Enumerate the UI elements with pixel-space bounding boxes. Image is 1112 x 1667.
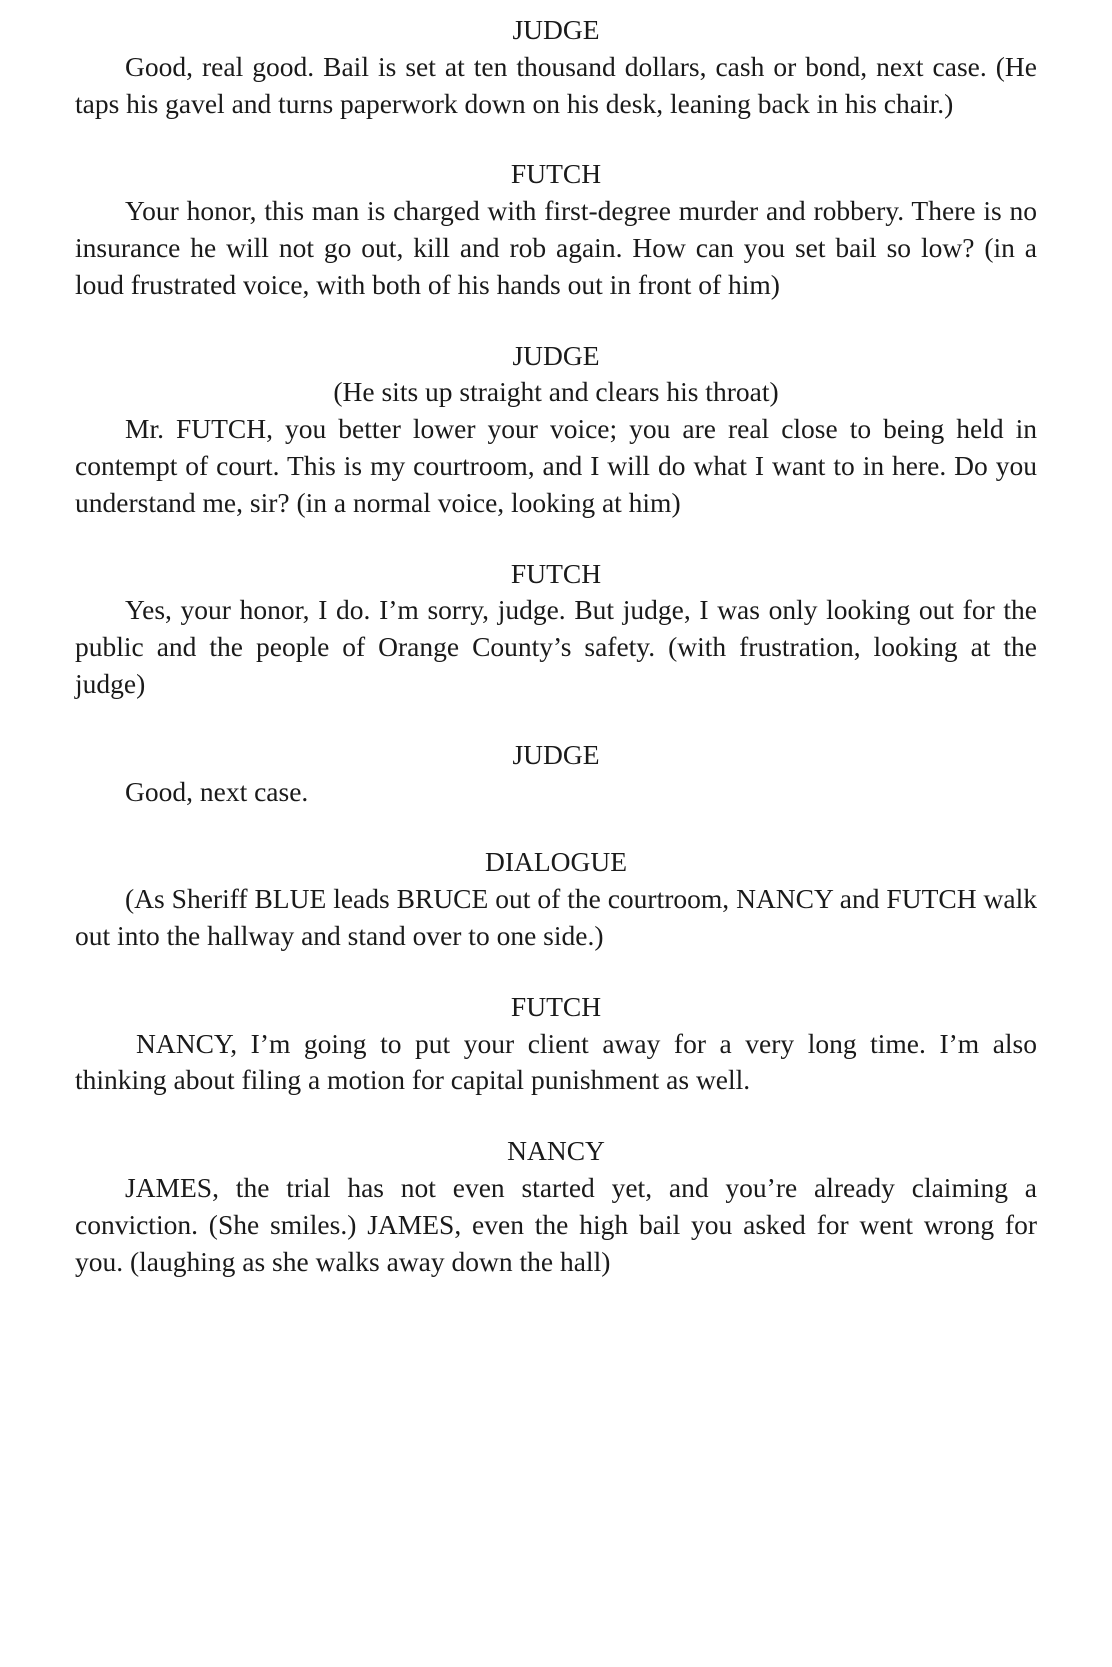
dialogue-block: [75, 989, 1037, 1099]
dialogue-block: [75, 338, 1037, 522]
dialogue-text: Good, real good. Bail is set at ten thousand dollars, cash or bond, next case. (He taps his gavel and turns paperwork down on his desk, leaning back in his chair.): [75, 50, 1037, 119]
dialogue-text: NANCY, I’m going to put your client away for a very long time. I’m also thinking about filing a motion for capital punishment as well.: [75, 1027, 1037, 1096]
speaker-name: DIALOGUE: [484, 846, 628, 878]
dialogue-block: [75, 156, 1037, 303]
dialogue-text: Mr. FUTCH, you better lower your voice; you are real close to being held in contempt of court. This is my courtroom, and I will do what I want to in here. Do you understand me, sir? (in a normal voice, looking at him): [75, 413, 1037, 518]
dialogue-text: Good, next case.: [125, 775, 309, 807]
dialogue-block: [75, 844, 1037, 954]
dialogue-block: [75, 12, 1037, 122]
dialogue-text: Your honor, this man is charged with first-degree murder and robbery. There is no insurance he will not go out, kill and rob again. How can you set bail so low? (in a loud frustrated voice, with both of his hands out in front of him): [75, 195, 1037, 300]
dialogue-text: JAMES, the trial has not even started yet, and you’re already claiming a conviction. (She smiles.) JAMES, even the high bail you asked for went wrong for you. (laughing as she walks away down the hall): [75, 1171, 1037, 1277]
speaker-name: FUTCH: [510, 557, 602, 589]
stage-direction: (He sits up straight and clears his throat): [333, 376, 779, 408]
speaker-name: FUTCH: [510, 158, 602, 190]
speaker-name: JUDGE: [512, 14, 600, 45]
speaker-name: NANCY: [507, 1135, 605, 1167]
speaker-name: JUDGE: [512, 339, 600, 371]
dialogue-block: [75, 1133, 1037, 1280]
script-page: [75, 12, 1037, 1314]
dialogue-block: [75, 737, 1037, 811]
dialogue-text: Yes, your honor, I do. I’m sorry, judge. But judge, I was only looking out for the public and the people of Orange County’s safety. (with frustration, looking at the judge): [75, 594, 1037, 699]
dialogue-text: (As Sheriff BLUE leads BRUCE out of the courtroom, NANCY and FUTCH walk out into the hallway and stand over to one side.): [75, 883, 1037, 951]
speaker-name: JUDGE: [512, 738, 600, 770]
dialogue-block: [75, 556, 1037, 703]
speaker-name: FUTCH: [510, 990, 602, 1022]
